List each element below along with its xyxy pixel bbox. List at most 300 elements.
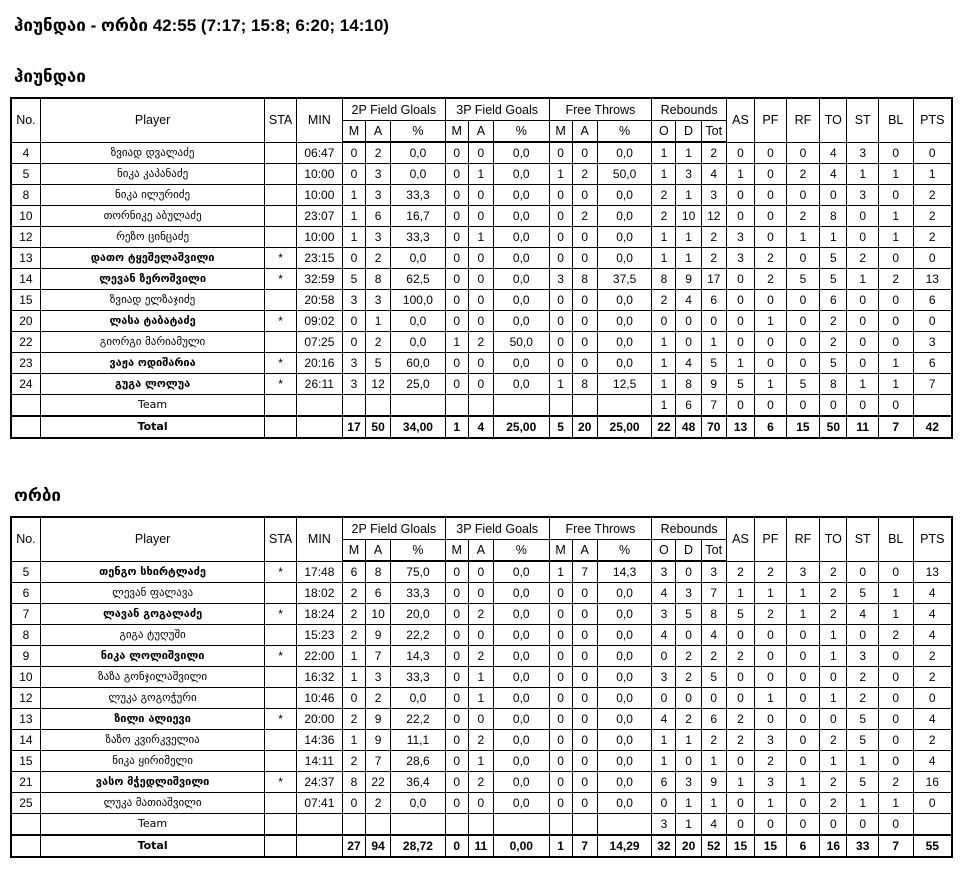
cell-fg3-a: 0: [468, 793, 493, 814]
cell-as: 3: [726, 227, 754, 248]
table-row: [11, 332, 952, 353]
cell-pf: 3: [755, 730, 786, 751]
cell-fg2-a: 7: [366, 646, 391, 667]
cell-min: 20:58: [296, 290, 342, 311]
cell-player: დათო ტყეშელაშვილი: [40, 248, 264, 269]
cell-bl: 1: [878, 583, 913, 604]
cell-min: 18:24: [296, 604, 342, 625]
cell-ft-pct: 0,0: [597, 332, 652, 353]
cell-st: 2: [847, 688, 878, 709]
cell-reb-o: 1: [652, 751, 676, 772]
cell-player: ნიკა ყირიმელი: [40, 751, 264, 772]
cell-to: 2: [820, 583, 847, 604]
cell-fg2-m: 0: [342, 311, 365, 332]
cell-ft-m: 0: [549, 290, 572, 311]
cell-min: 10:46: [296, 688, 342, 709]
cell-ft-m: [549, 395, 572, 417]
cell-rf: 0: [786, 793, 820, 814]
cell-st: 33: [847, 835, 878, 857]
cell-ft-a: 8: [572, 269, 597, 290]
cell-ft-pct: 0,0: [597, 290, 652, 311]
cell-fg2-a: 9: [366, 709, 391, 730]
cell-as: 0: [726, 793, 754, 814]
cell-fg3-a: 2: [468, 604, 493, 625]
table-row: [11, 561, 952, 583]
cell-player: რეზო ცინცაძე: [40, 227, 264, 248]
cell-fg3-m: 0: [445, 646, 468, 667]
cell-sta: [265, 730, 296, 751]
cell-no: 21: [11, 772, 40, 793]
table-row: [11, 395, 952, 417]
cell-ft-m: 0: [549, 751, 572, 772]
cell-fg2-m: 17: [342, 416, 365, 438]
cell-reb-d: 2: [676, 709, 701, 730]
cell-fg2-pct: 20,0: [391, 604, 446, 625]
cell-pts: 13: [913, 269, 952, 290]
header-fg2-m: M: [342, 540, 365, 562]
cell-fg3-a: 0: [468, 374, 493, 395]
cell-reb-o: 6: [652, 772, 676, 793]
cell-reb-d: 1: [676, 793, 701, 814]
cell-fg3-a: 1: [468, 751, 493, 772]
cell-reb-o: 1: [652, 142, 676, 164]
cell-no: 5: [11, 164, 40, 185]
header-reb-o: O: [652, 121, 676, 143]
header-no: No.: [11, 98, 40, 142]
table-row: [11, 751, 952, 772]
cell-reb-o: 0: [652, 311, 676, 332]
cell-pf: 0: [755, 646, 786, 667]
cell-as: 1: [726, 353, 754, 374]
cell-fg2-a: 50: [366, 416, 391, 438]
game-title: ჰიუნდაი - ორბი 42:55 (7:17; 15:8; 6:20; 14:10): [14, 16, 389, 35]
cell-rf: 0: [786, 248, 820, 269]
cell-no: 5: [11, 561, 40, 583]
cell-fg2-pct: 14,3: [391, 646, 446, 667]
cell-ft-pct: 0,0: [597, 646, 652, 667]
cell-player: ვაჟა ოდიშარია: [40, 353, 264, 374]
cell-fg3-pct: 0,0: [493, 730, 549, 751]
cell-fg2-a: 3: [366, 667, 391, 688]
cell-player: Team: [40, 814, 264, 836]
table-row: [11, 772, 952, 793]
cell-reb-o: 2: [652, 290, 676, 311]
cell-ft-pct: 0,0: [597, 311, 652, 332]
cell-fg2-m: 2: [342, 583, 365, 604]
cell-no: [11, 835, 40, 857]
cell-ft-a: 0: [572, 353, 597, 374]
team-name-orbi: ორბი: [14, 486, 61, 505]
cell-to: 1: [820, 751, 847, 772]
cell-rf: 2: [786, 164, 820, 185]
cell-fg2-m: 2: [342, 604, 365, 625]
cell-as: 1: [726, 772, 754, 793]
cell-ft-a: 0: [572, 646, 597, 667]
cell-reb-d: 9: [676, 269, 701, 290]
cell-fg2-pct: 28,6: [391, 751, 446, 772]
cell-reb-tot: 52: [701, 835, 726, 857]
table-row: [11, 269, 952, 290]
cell-min: 10:00: [296, 227, 342, 248]
cell-reb-tot: 12: [701, 206, 726, 227]
cell-pts: 4: [913, 625, 952, 646]
cell-ft-m: 1: [549, 164, 572, 185]
cell-as: 1: [726, 583, 754, 604]
total-row: [11, 835, 952, 857]
cell-as: 0: [726, 751, 754, 772]
cell-ft-pct: 0,0: [597, 353, 652, 374]
cell-ft-a: 0: [572, 751, 597, 772]
cell-reb-tot: 3: [701, 185, 726, 206]
cell-fg3-m: [445, 814, 468, 836]
box-score-table-orbi: [10, 516, 953, 858]
header-reb-d: D: [676, 121, 701, 143]
header-fg3-a: A: [468, 121, 493, 143]
header-pts: PTS: [913, 517, 952, 561]
cell-no: 7: [11, 604, 40, 625]
cell-reb-o: 0: [652, 688, 676, 709]
cell-as: 1: [726, 164, 754, 185]
header-st: ST: [847, 517, 878, 561]
cell-st: 0: [847, 814, 878, 836]
cell-fg2-a: 22: [366, 772, 391, 793]
cell-reb-o: 2: [652, 185, 676, 206]
cell-no: 12: [11, 688, 40, 709]
cell-st: 2: [847, 248, 878, 269]
cell-player: გიგა ტუღუში: [40, 625, 264, 646]
cell-no: 14: [11, 269, 40, 290]
cell-ft-pct: 14,3: [597, 561, 652, 583]
cell-ft-pct: 0,0: [597, 583, 652, 604]
cell-bl: 1: [878, 353, 913, 374]
cell-player: ნიკა კაპანაძე: [40, 164, 264, 185]
cell-sta: *: [265, 311, 296, 332]
cell-fg2-pct: 0,0: [391, 793, 446, 814]
header-2p-field-goals: 2P Field Gloals: [342, 98, 445, 121]
cell-ft-m: 0: [549, 332, 572, 353]
cell-fg3-a: 2: [468, 730, 493, 751]
header-fg3-m: M: [445, 540, 468, 562]
cell-fg3-m: 0: [445, 709, 468, 730]
cell-rf: 0: [786, 185, 820, 206]
cell-ft-a: 2: [572, 164, 597, 185]
cell-to: 16: [820, 835, 847, 857]
cell-as: 2: [726, 561, 754, 583]
cell-ft-m: 0: [549, 206, 572, 227]
cell-fg2-a: 2: [366, 793, 391, 814]
cell-bl: 7: [878, 416, 913, 438]
cell-fg2-a: 3: [366, 164, 391, 185]
cell-st: 1: [847, 751, 878, 772]
cell-ft-m: 0: [549, 227, 572, 248]
cell-no: 13: [11, 709, 40, 730]
cell-fg2-pct: 0,0: [391, 248, 446, 269]
cell-pf: 0: [755, 667, 786, 688]
cell-rf: 5: [786, 269, 820, 290]
table-row: [11, 646, 952, 667]
cell-fg2-a: 3: [366, 227, 391, 248]
cell-ft-m: 0: [549, 667, 572, 688]
cell-pts: 2: [913, 185, 952, 206]
cell-fg3-pct: 0,0: [493, 142, 549, 164]
cell-fg2-a: 3: [366, 185, 391, 206]
cell-sta: [265, 206, 296, 227]
cell-min: 20:00: [296, 709, 342, 730]
cell-fg2-pct: 0,0: [391, 311, 446, 332]
cell-player: ლუკა გოგოჭური: [40, 688, 264, 709]
cell-pts: 2: [913, 667, 952, 688]
cell-no: 10: [11, 667, 40, 688]
table-row: [11, 793, 952, 814]
cell-min: 10:00: [296, 185, 342, 206]
cell-reb-tot: 6: [701, 709, 726, 730]
cell-st: 1: [847, 374, 878, 395]
cell-st: 0: [847, 561, 878, 583]
cell-reb-d: 2: [676, 646, 701, 667]
cell-reb-o: 1: [652, 332, 676, 353]
cell-no: 20: [11, 311, 40, 332]
cell-bl: 2: [878, 772, 913, 793]
cell-rf: 0: [786, 311, 820, 332]
cell-fg3-m: 0: [445, 374, 468, 395]
cell-no: 12: [11, 227, 40, 248]
cell-fg3-pct: 50,0: [493, 332, 549, 353]
cell-rf: 0: [786, 395, 820, 417]
cell-pf: 0: [755, 227, 786, 248]
cell-st: 0: [847, 311, 878, 332]
cell-fg3-pct: 0,0: [493, 248, 549, 269]
cell-fg2-pct: [391, 395, 446, 417]
cell-reb-tot: 5: [701, 353, 726, 374]
cell-pf: 0: [755, 395, 786, 417]
cell-fg3-m: 0: [445, 772, 468, 793]
cell-fg3-a: 0: [468, 583, 493, 604]
cell-fg3-a: 0: [468, 625, 493, 646]
cell-fg2-pct: 62,5: [391, 269, 446, 290]
cell-fg3-m: 0: [445, 625, 468, 646]
cell-reb-tot: 7: [701, 583, 726, 604]
cell-fg2-m: 1: [342, 646, 365, 667]
cell-pts: 7: [913, 374, 952, 395]
cell-fg2-m: 0: [342, 142, 365, 164]
cell-no: 23: [11, 353, 40, 374]
cell-pf: 1: [755, 374, 786, 395]
cell-pf: 2: [755, 751, 786, 772]
cell-rf: 3: [786, 561, 820, 583]
cell-fg2-pct: 33,3: [391, 227, 446, 248]
header-ft-pct: %: [597, 540, 652, 562]
cell-to: 2: [820, 561, 847, 583]
cell-ft-m: 1: [549, 835, 572, 857]
cell-fg2-a: 2: [366, 332, 391, 353]
header-reb-o: O: [652, 540, 676, 562]
cell-pf: 0: [755, 353, 786, 374]
cell-fg3-pct: 0,0: [493, 709, 549, 730]
cell-st: 0: [847, 227, 878, 248]
cell-ft-pct: 0,0: [597, 206, 652, 227]
cell-ft-a: 7: [572, 835, 597, 857]
cell-fg2-a: 8: [366, 269, 391, 290]
cell-reb-d: 20: [676, 835, 701, 857]
cell-fg2-a: 9: [366, 625, 391, 646]
cell-pts: 2: [913, 227, 952, 248]
cell-bl: 0: [878, 814, 913, 836]
cell-pts: 2: [913, 206, 952, 227]
cell-reb-o: 1: [652, 164, 676, 185]
cell-fg3-pct: 0,0: [493, 688, 549, 709]
cell-ft-a: 0: [572, 667, 597, 688]
cell-fg2-a: 8: [366, 561, 391, 583]
cell-ft-a: 0: [572, 625, 597, 646]
cell-st: 5: [847, 583, 878, 604]
cell-reb-tot: 5: [701, 667, 726, 688]
table-row: [11, 625, 952, 646]
cell-rf: 0: [786, 290, 820, 311]
cell-ft-a: 2: [572, 206, 597, 227]
header-player: Player: [40, 517, 264, 561]
cell-ft-pct: 0,0: [597, 185, 652, 206]
cell-fg3-m: 0: [445, 793, 468, 814]
cell-fg2-a: 9: [366, 730, 391, 751]
cell-reb-o: 3: [652, 814, 676, 836]
cell-fg2-a: 6: [366, 583, 391, 604]
cell-sta: [265, 835, 296, 857]
cell-min: 14:11: [296, 751, 342, 772]
cell-reb-o: 1: [652, 395, 676, 417]
cell-to: 8: [820, 206, 847, 227]
cell-fg2-m: [342, 814, 365, 836]
cell-st: 0: [847, 206, 878, 227]
cell-ft-pct: 0,0: [597, 625, 652, 646]
cell-ft-m: 0: [549, 730, 572, 751]
cell-fg2-m: 2: [342, 709, 365, 730]
cell-player: ზვიად დვალაძე: [40, 142, 264, 164]
cell-ft-pct: 25,00: [597, 416, 652, 438]
cell-ft-a: 0: [572, 772, 597, 793]
cell-min: 16:32: [296, 667, 342, 688]
cell-player: ზილი ალიევი: [40, 709, 264, 730]
cell-fg3-m: 0: [445, 353, 468, 374]
cell-fg3-m: 0: [445, 688, 468, 709]
cell-min: 26:11: [296, 374, 342, 395]
cell-min: 07:41: [296, 793, 342, 814]
cell-ft-m: 1: [549, 561, 572, 583]
cell-fg3-a: 0: [468, 311, 493, 332]
cell-player: გიორგი მარიამული: [40, 332, 264, 353]
cell-to: 1: [820, 688, 847, 709]
cell-ft-a: 0: [572, 793, 597, 814]
cell-ft-a: 0: [572, 248, 597, 269]
cell-to: 5: [820, 353, 847, 374]
cell-ft-m: 0: [549, 772, 572, 793]
cell-fg2-pct: 25,0: [391, 374, 446, 395]
cell-fg3-a: 0: [468, 561, 493, 583]
cell-fg2-m: 3: [342, 353, 365, 374]
cell-fg2-pct: 75,0: [391, 561, 446, 583]
cell-ft-a: 0: [572, 332, 597, 353]
cell-to: 0: [820, 667, 847, 688]
cell-reb-tot: 17: [701, 269, 726, 290]
header-to: TO: [820, 98, 847, 142]
header-pf: PF: [755, 517, 786, 561]
cell-pf: 0: [755, 206, 786, 227]
cell-fg2-pct: [391, 814, 446, 836]
cell-fg2-m: 0: [342, 688, 365, 709]
cell-fg2-pct: 0,0: [391, 688, 446, 709]
cell-min: [296, 416, 342, 438]
cell-pf: 2: [755, 604, 786, 625]
cell-reb-o: 3: [652, 561, 676, 583]
cell-fg3-m: [445, 395, 468, 417]
cell-fg2-m: 0: [342, 793, 365, 814]
header-fg3-m: M: [445, 121, 468, 143]
cell-bl: 1: [878, 604, 913, 625]
cell-sta: *: [265, 646, 296, 667]
cell-rf: 6: [786, 835, 820, 857]
cell-no: 15: [11, 290, 40, 311]
cell-fg2-a: 1: [366, 311, 391, 332]
cell-bl: 1: [878, 793, 913, 814]
cell-fg3-m: 0: [445, 835, 468, 857]
cell-ft-pct: 0,0: [597, 142, 652, 164]
cell-no: 9: [11, 646, 40, 667]
cell-bl: 0: [878, 142, 913, 164]
cell-reb-tot: 1: [701, 751, 726, 772]
cell-reb-tot: 8: [701, 604, 726, 625]
cell-reb-o: 1: [652, 248, 676, 269]
cell-fg3-m: 0: [445, 227, 468, 248]
cell-reb-d: 0: [676, 688, 701, 709]
cell-rf: 0: [786, 688, 820, 709]
cell-reb-o: 22: [652, 416, 676, 438]
cell-ft-a: 0: [572, 185, 597, 206]
cell-ft-m: 0: [549, 793, 572, 814]
cell-sta: [265, 416, 296, 438]
cell-as: 3: [726, 248, 754, 269]
cell-fg2-a: [366, 814, 391, 836]
cell-pts: 1: [913, 164, 952, 185]
cell-no: 25: [11, 793, 40, 814]
cell-as: 0: [726, 395, 754, 417]
cell-pf: 0: [755, 164, 786, 185]
cell-sta: [265, 688, 296, 709]
cell-ft-pct: 14,29: [597, 835, 652, 857]
cell-reb-tot: 1: [701, 793, 726, 814]
cell-no: 15: [11, 751, 40, 772]
cell-fg3-pct: 0,0: [493, 353, 549, 374]
cell-reb-tot: 2: [701, 248, 726, 269]
cell-fg3-pct: 25,00: [493, 416, 549, 438]
header-ft-m: M: [549, 121, 572, 143]
cell-rf: 0: [786, 751, 820, 772]
cell-ft-a: 0: [572, 730, 597, 751]
cell-fg3-a: [468, 395, 493, 417]
cell-reb-d: 10: [676, 206, 701, 227]
cell-rf: 1: [786, 604, 820, 625]
cell-fg3-a: 0: [468, 290, 493, 311]
cell-min: 32:59: [296, 269, 342, 290]
cell-player: ნიკა ლოლიშვილი: [40, 646, 264, 667]
cell-min: 23:07: [296, 206, 342, 227]
cell-fg2-pct: 11,1: [391, 730, 446, 751]
cell-fg3-a: 1: [468, 227, 493, 248]
cell-pf: 6: [755, 416, 786, 438]
cell-bl: 0: [878, 667, 913, 688]
header-fg3-pct: %: [493, 121, 549, 143]
cell-fg2-pct: 22,2: [391, 709, 446, 730]
cell-bl: 2: [878, 269, 913, 290]
cell-pts: 6: [913, 290, 952, 311]
